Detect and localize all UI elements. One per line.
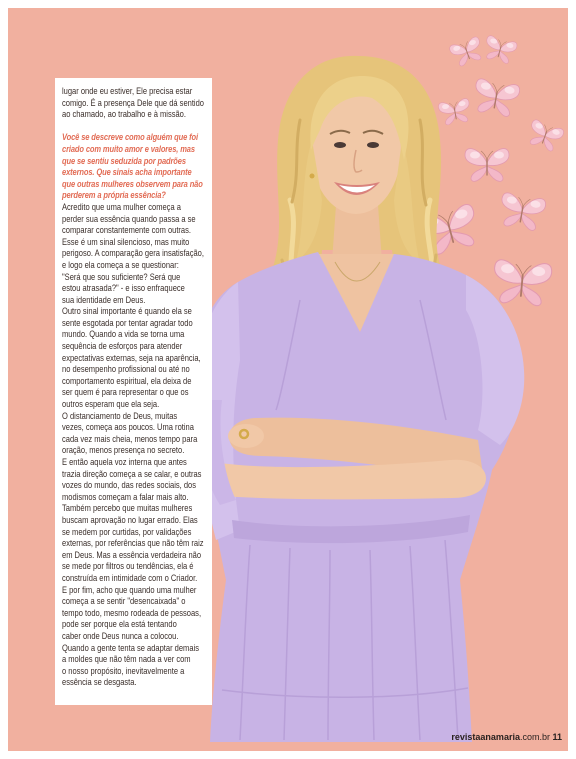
answer-paragraph xyxy=(62,585,206,643)
eye-right xyxy=(367,142,379,148)
text-line: vozes do mundo, das redes sociais, dos xyxy=(62,480,197,491)
butterfly-icon xyxy=(492,259,553,306)
magazine-site-domain: .com.br xyxy=(519,732,550,742)
text-line: trazia direção começa a se calar, e outras xyxy=(62,468,202,479)
text-line: que outras mulheres observem para não xyxy=(62,178,203,189)
text-line: sequência de esforços para atender xyxy=(62,341,183,352)
text-line: buscam aprovação no lugar errado. Elas xyxy=(62,514,198,525)
text-line: Esse é um sinal silencioso, mas muito xyxy=(62,236,190,247)
text-line: a moldes que não têm nada a ver com xyxy=(62,654,191,665)
answer-paragraph xyxy=(62,202,206,306)
text-line: o nosso propósito, inevitavelmente a xyxy=(62,665,185,676)
text-line: que se sentiu seduzida por padrões xyxy=(62,155,186,166)
answer-paragraph xyxy=(62,643,206,689)
text-line: vezes, começa aos poucos. Uma rotina xyxy=(62,422,194,433)
text-line: "Será que sou suficiente? Será que xyxy=(62,271,181,282)
text-line: construída em intimidade com o Criador. xyxy=(62,572,198,583)
page-number: 11 xyxy=(552,732,562,742)
text-line: e logo ela começa a se questionar: xyxy=(62,259,179,270)
text-line: comigo. É a presença Dele que dá sentido xyxy=(62,97,204,108)
text-line: O distanciamento de Deus, muitas xyxy=(62,410,178,421)
magazine-site-name: revistaanamaria xyxy=(451,732,520,742)
text-line: Acredito que uma mulher começa a xyxy=(62,201,181,212)
text-line: essência se desgasta. xyxy=(62,677,137,688)
butterfly-icon xyxy=(482,35,518,65)
text-line: comparar constantemente com outras. xyxy=(62,225,191,236)
text-line: E por fim, acho que quando uma mulher xyxy=(62,584,197,595)
text-line: Você se descreve como alguém que foi xyxy=(62,132,198,143)
intro-paragraph xyxy=(62,86,206,121)
butterfly-icon xyxy=(471,78,520,118)
text-line: se mede por filtros ou tendências, ela é xyxy=(62,561,194,572)
text-line: caber onde Deus nunca a colocou. xyxy=(62,630,179,641)
text-line: sente esgotada por tentar agradar todo xyxy=(62,317,193,328)
eye-left xyxy=(334,142,346,148)
earring xyxy=(310,174,315,179)
text-line: externas, por referências que não têm raiz xyxy=(62,538,204,549)
text-line: em Deus. Mas a essência verdadeira não xyxy=(62,549,202,560)
text-line: expectativas externas, seja na aparência, xyxy=(62,352,201,363)
butterfly-icon xyxy=(465,149,509,182)
text-line: cada vez mais cheia, menos tempo para xyxy=(62,433,198,444)
text-line: começa a se sentir "desencaixada" o xyxy=(62,596,186,607)
article-body xyxy=(62,86,206,689)
text-line: no desempenho profissional ou até no xyxy=(62,364,190,375)
text-line: Quando a gente tenta se adaptar demais xyxy=(62,642,199,653)
text-line: externos. Que sinais acha importante xyxy=(62,167,192,178)
text-line: perigoso. A comparação gera insatisfação, xyxy=(62,248,204,259)
page-footer xyxy=(451,732,562,742)
text-line: oração, menos presença no secreto. xyxy=(62,445,185,456)
text-line: E então aquela voz interna que antes xyxy=(62,457,187,467)
text-line: pode ser porque ela está tentando xyxy=(62,619,177,630)
text-line: criado com muito amor e valores, mas xyxy=(62,143,195,154)
text-line: lugar onde eu estiver, Ele precisa estar xyxy=(62,86,193,96)
butterfly-icon xyxy=(449,36,486,68)
answer-paragraph xyxy=(62,411,206,457)
butterfly-icon xyxy=(497,192,546,232)
answer-paragraph xyxy=(62,306,206,410)
butterfly-icon xyxy=(525,119,564,153)
butterfly-icon xyxy=(438,98,472,126)
interview-question xyxy=(62,132,206,202)
answer-paragraph xyxy=(62,457,206,503)
text-line: comportamento espiritual, ela deixa de xyxy=(62,375,192,386)
text-line: sua identidade em Deus. xyxy=(62,294,146,305)
text-line: perderem a própria essência? xyxy=(62,190,166,201)
text-line: Outro sinal importante é quando ela se xyxy=(62,306,192,317)
text-line: tempo todo, mesmo rodeada de pessoas, xyxy=(62,607,202,618)
text-line: Também percebo que muitas mulheres xyxy=(62,503,193,514)
text-line: outros esperam que ela seja. xyxy=(62,399,160,410)
text-line: ser quem é para representar o que os xyxy=(62,387,189,398)
answer-paragraph xyxy=(62,503,206,584)
text-line: estou atrasada?" - e isso enfraquece xyxy=(62,283,185,294)
text-line: modismos começam a falar mais alto. xyxy=(62,491,189,502)
text-line: ao chamado, ao trabalho e à missão. xyxy=(62,109,186,120)
text-line: mundo. Quando a vida se torna uma xyxy=(62,329,185,340)
text-line: se medem por curtidas, por validações xyxy=(62,526,192,537)
text-line: perder sua essência quando passa a se xyxy=(62,213,196,224)
